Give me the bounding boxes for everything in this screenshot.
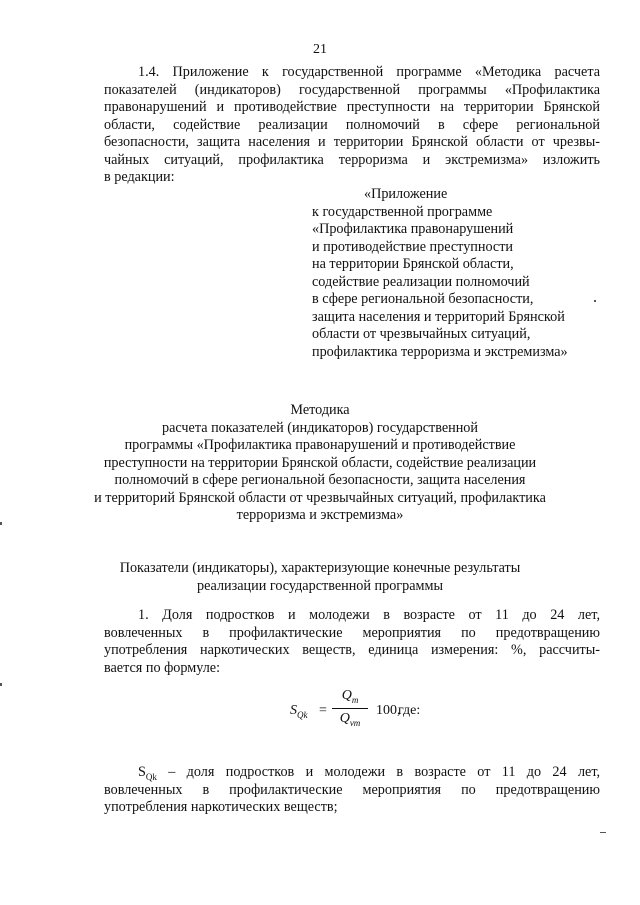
paragraph-line: употребления наркотических веществ, единица измерения: %, рассчиты- (104, 642, 600, 658)
method-title-line: и территорий Брянской области от чрезвычайных ситуаций, профилактика (94, 489, 546, 506)
formula-fraction (332, 688, 368, 728)
paragraph-line: 1.4. Приложение к государственной программе «Методика расчета (138, 64, 600, 80)
appendix-line: содействие реализации полномочий (312, 273, 530, 290)
indicators-heading (0, 560, 640, 595)
method-title-line: преступности на территории Брянской области, содействие реализации (103, 454, 537, 471)
method-title-line: Методика (290, 402, 350, 418)
method-title-line: программы «Профилактика правонарушений и противодействие (124, 437, 516, 453)
scan-speck (0, 522, 2, 525)
appendix-line: защита населения и территорий Брянской (312, 308, 565, 325)
appendix-heading (312, 186, 612, 361)
appendix-line: области от чрезвычайных ситуаций, (312, 326, 531, 342)
item-1-paragraph (104, 607, 600, 677)
paragraph-line: 1. Доля подростков и молодежи в возрасте от 11 до 24 лет, (138, 607, 600, 623)
formula-denominator: $Q_{vm}$ (339, 711, 361, 728)
appendix-line: «Приложение (364, 186, 448, 202)
fraction-bar (332, 708, 368, 709)
formula-multiplier: 100, (376, 703, 401, 718)
method-title-line: расчета показателей (индикаторов) государственной (162, 419, 478, 436)
paragraph-line: безопасности, защита населения и территории Брянской области от чрезвы- (104, 134, 600, 150)
appendix-line: «Профилактика правонарушений (312, 221, 514, 237)
paragraph-line: показателей (индикаторов) государственной программы «Профилактика (104, 81, 600, 98)
appendix-line: и противодействие преступности (312, 238, 514, 255)
paragraph-line: $S_{Qk}$ – доля подростков и молодежи в возрасте от 11 до 24 лет, (138, 764, 600, 782)
scan-speck (0, 683, 2, 686)
paragraph-line: употребления наркотических веществ; (104, 799, 338, 815)
formula-where: где: (398, 703, 421, 718)
appendix-line: на территории Брянской области, (312, 256, 514, 272)
appendix-line: профилактика терроризма и экстремизма» (312, 343, 568, 360)
method-title-line: терроризма и экстремизма» (236, 507, 404, 523)
paragraph-line: вовлеченных в профилактические мероприятия по предотвращению (104, 624, 600, 641)
appendix-line: в сфере региональной безопасности, (312, 291, 534, 307)
definition-paragraph (104, 764, 600, 817)
formula-lhs: $S_{Qk}$ (290, 703, 308, 720)
scan-speck (600, 832, 606, 833)
section-1-4-paragraph (104, 64, 600, 187)
formula-numerator: $Q_m$ (341, 688, 359, 705)
scan-speck (594, 300, 596, 302)
appendix-line: к государственной программе (312, 203, 493, 220)
method-title (0, 402, 640, 525)
definition-symbol: $S_{Qk}$ (138, 764, 157, 782)
page-number: 21 (313, 42, 327, 57)
paragraph-line: чайных ситуаций, профилактика терроризма и экстремизма» изложить (104, 151, 600, 168)
method-title-line: полномочий в сфере региональной безопасности, защита населения (114, 472, 526, 488)
paragraph-line: правонарушений и противодействие преступности на территории Брянской (104, 99, 600, 115)
paragraph-line: области, содействие реализации полномочий в сфере региональной (104, 116, 600, 133)
paragraph-line: в редакции: (104, 169, 175, 185)
indicators-heading-line: Показатели (индикаторы), характеризующие конечные результаты (119, 560, 521, 576)
indicators-heading-line: реализации государственной программы (196, 577, 444, 594)
paragraph-line: вовлеченных в профилактические мероприятия по предотвращению (104, 781, 600, 798)
formula-equals: = (319, 703, 327, 718)
paragraph-line: вается по формуле: (104, 659, 221, 676)
